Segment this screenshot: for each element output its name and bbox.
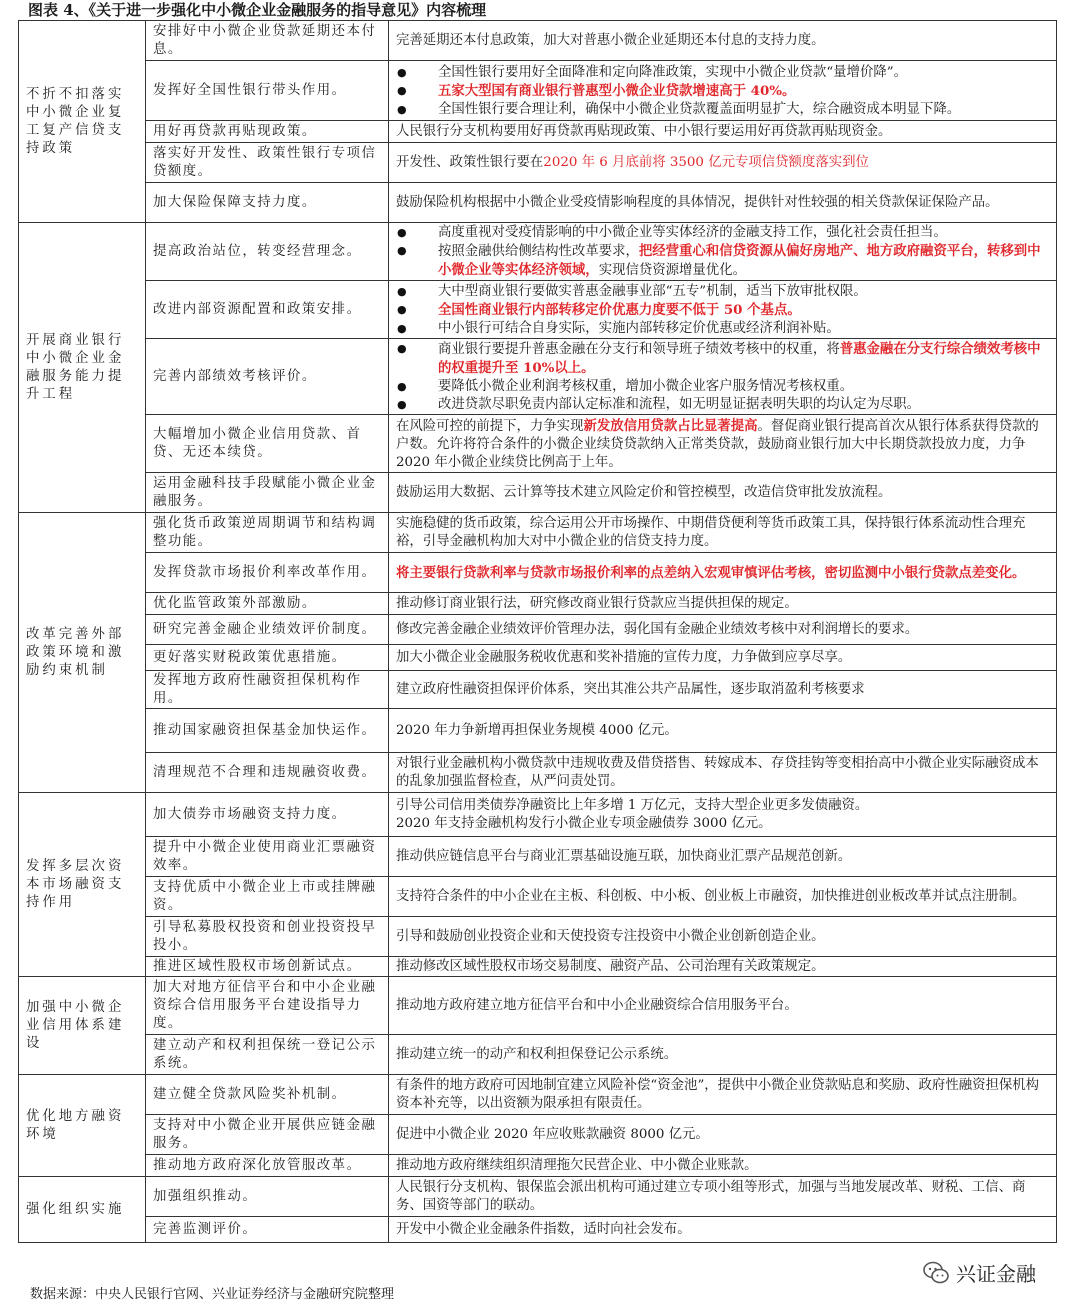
- measure-cell: 加大保险保障支持力度。: [146, 183, 389, 223]
- measure-cell: 推动国家融资担保基金加快运作。: [146, 709, 389, 753]
- text-segment: 实施稳健的货币政策，综合运用公开市场操作、中期借贷便利等货币政策工具，保持银行体系流动性合理充裕，引导金融机构加大对中小微企业的信贷支持力度。: [396, 516, 1026, 549]
- content-cell: [389, 1177, 1057, 1217]
- measure-cell: 加大对地方征信平台和中小企业融资综合信用服务平台建设指导力度。: [146, 977, 389, 1035]
- table-row: [19, 1075, 1057, 1115]
- content-cell: [389, 1035, 1057, 1075]
- measure-cell: 大幅增加小微企业信用贷款、首贷、无还本续贷。: [146, 415, 389, 473]
- content-cell: [389, 671, 1057, 709]
- table-row: [19, 957, 1057, 977]
- content-paragraph: [396, 1077, 1049, 1113]
- text-segment: 引导公司信用类债券净融资比上年多增 1 万亿元，支持大型企业更多发债融资。: [396, 798, 869, 813]
- bullet-item: [396, 378, 1049, 396]
- content-cell: [389, 877, 1057, 917]
- content-paragraph: [396, 1221, 1049, 1239]
- measure-cell: 支持对中小微企业开展供应链金融服务。: [146, 1115, 389, 1155]
- category-cell: 强化组织实施: [19, 1177, 146, 1243]
- text-segment: 高度重视对受疫情影响的中小微企业等实体经济的金融支持工作，强化社会责任担当。: [438, 225, 947, 240]
- text-segment: 2020 年力争新增再担保业务规模 4000 亿元。: [396, 723, 678, 738]
- content-cell: [389, 917, 1057, 957]
- measure-cell: 优化监管政策外部激励。: [146, 593, 389, 615]
- content-cell: [389, 615, 1057, 645]
- text-segment: 2020 年支持金融机构发行小微企业专项金融债券 3000 亿元。: [396, 816, 772, 831]
- table-row: [19, 553, 1057, 593]
- measure-cell: 发挥贷款市场报价利率改革作用。: [146, 553, 389, 593]
- content-paragraph: [396, 681, 1049, 699]
- content-cell: [389, 339, 1057, 415]
- text-segment: 引导和鼓励创业投资企业和天使投资专注投资中小微企业创新创造企业。: [396, 929, 825, 944]
- content-cell: [389, 223, 1057, 281]
- content-paragraph: [396, 123, 1049, 141]
- table-row: [19, 877, 1057, 917]
- table-row: [19, 1035, 1057, 1075]
- text-segment: 改进贷款尽职免责内部认定标准和流程，如无明显证据表明失职的均认定为尽职。: [438, 397, 921, 412]
- content-cell: [389, 183, 1057, 223]
- content-cell: [389, 1155, 1057, 1177]
- highlight-text: 五家大型国有商业银行普惠型小微企业贷款增速高于 40%。: [438, 82, 796, 99]
- measure-cell: 推进区域性股权市场创新试点。: [146, 957, 389, 977]
- measure-cell: 运用金融科技手段赋能小微企业金融服务。: [146, 473, 389, 513]
- measure-cell: 强化货币政策逆周期调节和结构调整功能。: [146, 513, 389, 553]
- table-row: [19, 281, 1057, 339]
- table-row: [19, 473, 1057, 513]
- content-paragraph: [396, 194, 1049, 212]
- bullet-item: [396, 242, 1049, 280]
- content-cell: [389, 593, 1057, 615]
- bullet-item: [396, 82, 1049, 101]
- text-segment: 商业银行要提升普惠金融在分支行和领导班子绩效考核中的权重，将: [438, 342, 840, 357]
- measure-cell: 更好落实财税政策优惠措施。: [146, 645, 389, 671]
- measure-cell: 加强组织推动。: [146, 1177, 389, 1217]
- content-paragraph: [396, 722, 1049, 740]
- table-row: [19, 183, 1057, 223]
- measure-cell: 支持优质中小微企业上市或挂牌融资。: [146, 877, 389, 917]
- text-segment: 开发性、政策性银行要在: [396, 155, 544, 170]
- category-cell: 开展商业银行中小微企业金融服务能力提升工程: [19, 223, 146, 513]
- content-paragraph: [396, 1046, 1049, 1064]
- content-paragraph: [396, 595, 1049, 613]
- content-cell: [389, 709, 1057, 753]
- text-segment: 全国性银行要合理让利，确保中小微企业贷款覆盖面明显扩大，综合融资成本明显下降。: [438, 101, 961, 117]
- text-segment: 加大小微企业金融服务税收优惠和奖补措施的宣传力度，力争做到应享尽享。: [396, 650, 852, 665]
- table-row: [19, 61, 1057, 121]
- measure-cell: 提高政治站位，转变经营理念。: [146, 223, 389, 281]
- content-cell: [389, 1075, 1057, 1115]
- data-source-note: 数据来源：中央人民银行官网、兴业证券经济与金融研究院整理: [30, 1287, 395, 1302]
- watermark-text: 兴证金融: [956, 1262, 1036, 1286]
- content-paragraph: [396, 1126, 1049, 1144]
- watermark: [918, 1258, 1040, 1287]
- bullet-list: [396, 224, 1049, 280]
- measure-cell: 建立动产和权利担保统一登记公示系统。: [146, 1035, 389, 1075]
- text-segment: 支持符合条件的中小企业在主板、科创板、中小板、创业板上市融资，加快推进创业板改革并试点注册制。: [396, 889, 1026, 904]
- text-segment: 中小银行可结合自身实际，实施内部转移定价优惠或经济利润补贴。: [438, 320, 840, 336]
- highlight-text: 普惠金融在分支行综合绩效考核中的权重提升至 10%以上。: [438, 341, 1041, 376]
- text-segment: 促进中小微企业 2020 年应收账款融资 8000 亿元。: [396, 1127, 709, 1142]
- content-paragraph: [396, 848, 1049, 866]
- bullet-list: [396, 64, 1049, 119]
- text-segment: 大中型商业银行要做实普惠金融事业部“五专”机制，适当下放审批权限。: [438, 283, 867, 299]
- table-row: [19, 1177, 1057, 1217]
- measure-cell: 提升中小微企业使用商业汇票融资效率。: [146, 837, 389, 877]
- content-paragraph: [396, 888, 1049, 906]
- table-row: [19, 917, 1057, 957]
- content-cell: [389, 957, 1057, 977]
- text-segment: 对银行业金融机构小微贷款中违规收费及借贷搭售、转嫁成本、存贷挂钩等变相抬高中小微企业实际融资成本的乱象加强监督检查，从严问责处罚。: [396, 756, 1039, 789]
- text-segment: 按照金融供给侧结构性改革要求，: [438, 244, 639, 259]
- content-cell: [389, 473, 1057, 513]
- measure-cell: 推动地方政府深化放管服改革。: [146, 1155, 389, 1177]
- content-cell: [389, 281, 1057, 339]
- content-cell: [389, 977, 1057, 1035]
- text-segment: 鼓励保险机构根据中小微企业受疫情影响程度的具体情况，提供针对性较强的相关贷款保证保险产品。: [396, 195, 999, 210]
- highlight-text: 新发放信用贷款占比显著提高: [583, 417, 758, 434]
- content-paragraph: [396, 958, 1049, 976]
- measure-cell: 加大债券市场融资支持力度。: [146, 793, 389, 837]
- content-paragraph: [396, 484, 1049, 502]
- content-cell: [389, 143, 1057, 183]
- highlight-text: 全国性商业银行内部转移定价优惠力度要不低于 50 个基点。: [438, 301, 801, 318]
- content-paragraph: [396, 1179, 1049, 1215]
- table-row: [19, 753, 1057, 793]
- text-segment: 推动地方政府建立地方征信平台和中小企业融资综合信用服务平台。: [396, 998, 798, 1013]
- bullet-list: [396, 340, 1049, 414]
- category-cell: 发挥多层次资本市场融资支持作用: [19, 793, 146, 977]
- content-cell: [389, 645, 1057, 671]
- bullet-list: [396, 283, 1049, 338]
- text-segment: 在风险可控的前提下，力争实现: [396, 418, 584, 434]
- text-segment: 推动供应链信息平台与商业汇票基础设施互联，加快商业汇票产品规范创新。: [396, 849, 852, 864]
- table-row: [19, 415, 1057, 473]
- measure-cell: 完善监测评价。: [146, 1217, 389, 1243]
- table-row: [19, 143, 1057, 183]
- table-row: [19, 1115, 1057, 1155]
- bullet-item: [396, 396, 1049, 414]
- bullet-item: [396, 224, 1049, 242]
- measure-cell: 发挥地方政府性融资担保机构作用。: [146, 671, 389, 709]
- text-segment: 有条件的地方政府可因地制宜建立风险补偿“资金池”，提供中小微企业贷款贴息和奖励、政府性融资担保机构资本补充等，以出资额为限承担有限责任。: [396, 1078, 1040, 1111]
- content-paragraph: [396, 515, 1049, 551]
- measure-cell: 改进内部资源配置和政策安排。: [146, 281, 389, 339]
- measure-cell: 完善内部绩效考核评价。: [146, 339, 389, 415]
- measure-cell: 安排好中小微企业贷款延期还本付息。: [146, 21, 389, 61]
- content-cell: [389, 21, 1057, 61]
- bullet-item: [396, 101, 1049, 119]
- measure-cell: 发挥好全国性银行带头作用。: [146, 61, 389, 121]
- table-row: [19, 1217, 1057, 1243]
- text-segment: 推动建立统一的动产和权利担保登记公示系统。: [396, 1047, 678, 1062]
- measure-cell: 建立健全贷款风险奖补机制。: [146, 1075, 389, 1115]
- content-paragraph: [396, 564, 1049, 583]
- content-paragraph: [396, 815, 1049, 833]
- measure-cell: 引导私募股权投资和创业投资投早投小。: [146, 917, 389, 957]
- table-row: [19, 1155, 1057, 1177]
- page-title: 图表 4、《关于进一步强化中小微企业金融服务的指导意见》内容梳理: [28, 1, 487, 19]
- content-cell: [389, 61, 1057, 121]
- content-paragraph: [396, 755, 1049, 791]
- text-segment: 人民银行分支机构、银保监会派出机构可通过建立专项小组等形式，加强与当地发展改革、财税、工信、商务、国资等部门的联动。: [396, 1180, 1026, 1213]
- table-row: [19, 977, 1057, 1035]
- text-segment: 。督促商业银行提高首次从银行体系获得贷款的户数。允许将符合条件的小微企业续贷贷款纳入正常类贷款，鼓励商业银行加大中长期贷款投放力度，力争 2020 年小微企业续贷比例高于上年。: [396, 418, 1039, 470]
- text-segment: 要降低小微企业利润考核权重，增加小微企业客户服务情况考核权重。: [438, 379, 854, 394]
- highlight-text: 2020 年 6 月底前将 3500 亿元专项信贷额度落实到位: [543, 155, 869, 170]
- measure-cell: 落实好开发性、政策性银行专项信贷额度。: [146, 143, 389, 183]
- content-paragraph: [396, 621, 1049, 639]
- text-segment: 人民银行分支机构要用好再贷款再贴现政策、中小银行要运用好再贷款再贴现资金。: [396, 124, 892, 139]
- text-segment: 修改完善金融企业绩效评价管理办法，弱化国有金融企业绩效考核中对利润增长的要求。: [396, 622, 919, 637]
- content-paragraph: [396, 928, 1049, 946]
- highlight-text: 将主要银行贷款利率与贷款市场报价利率的点差纳入宏观审慎评估考核，密切监测中小银行贷款点差变化。: [396, 564, 1026, 581]
- content-cell: [389, 121, 1057, 143]
- content-cell: [389, 837, 1057, 877]
- content-paragraph: [396, 997, 1049, 1015]
- table-row: [19, 645, 1057, 671]
- content-paragraph: [396, 1157, 1049, 1175]
- table-row: [19, 223, 1057, 281]
- text-segment: 建立政府性融资担保评价体系，突出其准公共产品属性，逐步取消盈利考核要求: [396, 682, 865, 697]
- bullet-item: [396, 301, 1049, 320]
- content-paragraph: [396, 797, 1049, 815]
- table-row: [19, 837, 1057, 877]
- category-cell: 加强中小微企业信用体系建设: [19, 977, 146, 1075]
- text-segment: 实现信贷资源增量优化。: [598, 263, 746, 278]
- content-cell: [389, 793, 1057, 837]
- content-cell: [389, 753, 1057, 793]
- measure-cell: 清理规范不合理和违规融资收费。: [146, 753, 389, 793]
- policy-table: [18, 20, 1057, 1243]
- bullet-item: [396, 283, 1049, 301]
- text-segment: 推动地方政府继续组织清理拖欠民营企业、中小微企业账款。: [396, 1158, 758, 1173]
- text-segment: 完善延期还本付息政策，加大对普惠小微企业延期还本付息的支持力度。: [396, 33, 825, 48]
- content-cell: [389, 513, 1057, 553]
- text-segment: 推动修改区域性股权市场交易制度、融资产品、公司治理有关政策规定。: [396, 959, 825, 974]
- table-row: [19, 121, 1057, 143]
- content-cell: [389, 1217, 1057, 1243]
- text-segment: 全国性银行要用好全面降准和定向降准政策，实现中小微企业贷款“量增价降”。: [438, 64, 907, 80]
- measure-cell: 用好再贷款再贴现政策。: [146, 121, 389, 143]
- table-row: [19, 615, 1057, 645]
- content-paragraph: [396, 32, 1049, 50]
- bullet-item: [396, 340, 1049, 378]
- highlight-text: 把经营重心和信贷资源从偏好房地产、地方政府融资平台，转移到中小微企业等实体经济领域，: [438, 243, 1041, 278]
- content-paragraph: [396, 154, 1049, 172]
- table-row: [19, 21, 1057, 61]
- content-paragraph: [396, 649, 1049, 667]
- category-cell: 优化地方融资环境: [19, 1075, 146, 1177]
- wechat-icon: [922, 1259, 950, 1287]
- table-row: [19, 339, 1057, 415]
- table-row: [19, 513, 1057, 553]
- text-segment: 鼓励运用大数据、云计算等技术建立风险定价和管控模型，改造信贷审批发放流程。: [396, 485, 892, 500]
- text-segment: 推动修订商业银行法，研究修改商业银行贷款应当提供担保的规定。: [396, 596, 798, 611]
- table-row: [19, 709, 1057, 753]
- measure-cell: 研究完善金融企业绩效评价制度。: [146, 615, 389, 645]
- content-paragraph: [396, 417, 1049, 472]
- table-row: [19, 593, 1057, 615]
- table-row: [19, 671, 1057, 709]
- content-cell: [389, 1115, 1057, 1155]
- category-cell: 改革完善外部政策环境和激励约束机制: [19, 513, 146, 793]
- table-row: [19, 793, 1057, 837]
- category-cell: 不折不扣落实中小微企业复工复产信贷支持政策: [19, 21, 146, 223]
- content-cell: [389, 553, 1057, 593]
- content-cell: [389, 415, 1057, 473]
- policy-table-body: [19, 21, 1057, 1243]
- bullet-item: [396, 320, 1049, 338]
- text-segment: 开发中小微企业金融条件指数，适时向社会发布。: [396, 1222, 691, 1237]
- bullet-item: [396, 64, 1049, 82]
